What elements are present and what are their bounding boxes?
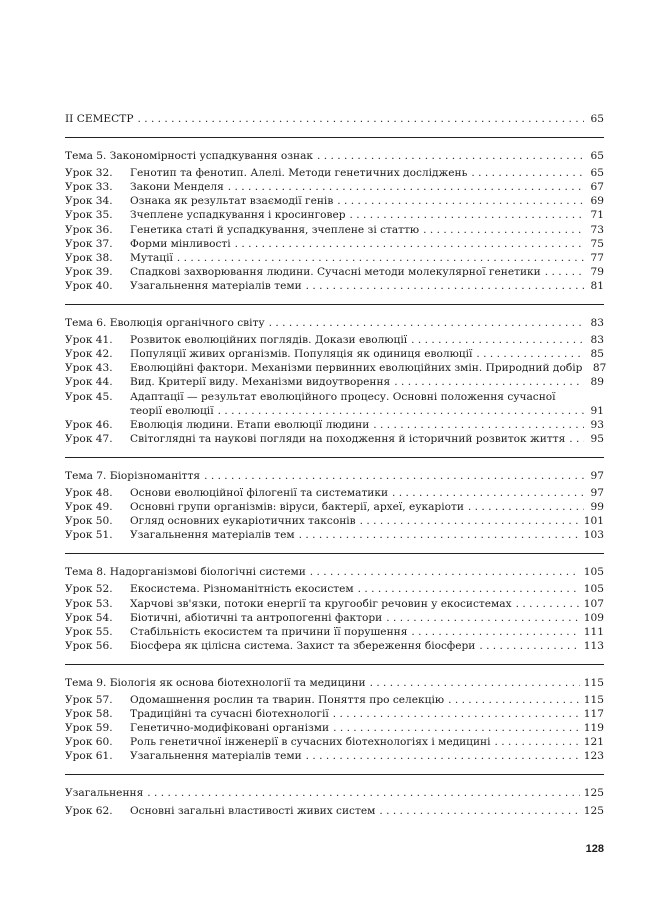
list-item: Урок 47. Світоглядні та наукові погляди на походження й історичний розвиток життя . . . 95 [65,432,604,446]
dot-leader [269,316,584,330]
dot-leader [204,469,584,483]
list-item: Урок 45. Адаптації — результат еволюційного процесу. Основні положення сучасної [65,390,556,403]
semester-label: ІІ СЕМЕСТР [65,113,134,125]
list-item: Урок 55. Стабільність екосистем та причини її порушення . . . 111 [65,625,604,639]
section-heading: Тема 6. Еволюція органічного світу . . . 83 [65,316,604,330]
list-item: Урок 39. Спадкові захворювання людини. Сучасні методи молекулярної генетики . . . 79 [65,265,604,279]
section-heading: Тема 5. Закономірності успадкування ознак . . . 65 [65,149,604,163]
list-item: Урок 52. Екосистема. Різноманітність екосистем . . . 105 [65,582,604,596]
list-item: Урок 40. Узагальнення матеріалів теми . . . 81 [65,279,604,293]
list-item-continuation: теорії еволюції . . . 91 [65,404,604,418]
list-item: Урок 49. Основні групи організмів: віруси, бактерії, археї, еукаріоти . . . 99 [65,500,604,514]
list-item: Урок 37. Форми мінливості . . . 75 [65,237,604,251]
list-item: Урок 34. Ознака як результат взаємодії генів . . . 69 [65,194,604,208]
list-item: Урок 36. Генетика статі й успадкування, зчеплене зі статтю . . . 73 [65,223,604,237]
list-item: Урок 53. Харчові зв'язки, потоки енергії та кругообіг речовин у екосистемах . . . 107 [65,597,604,611]
section-heading: Узагальнення . . . 125 [65,786,604,800]
section-heading: Тема 9. Біологія як основа біотехнології та медицини . . . 115 [65,676,604,690]
list-item: Урок 62. Основні загальні властивості живих систем . . . 125 [65,804,604,818]
list-item: Урок 50. Огляд основних еукаріотичних таксонів . . . 101 [65,514,604,528]
list-item: Урок 56. Біосфера як цілісна система. Захист та збереження біосфери . . . 113 [65,639,604,653]
dot-leader [370,676,580,690]
list-item: Урок 58. Традиційні та сучасні біотехнології . . . 117 [65,707,604,721]
section-heading: Тема 7. Біорізноманіття . . . 97 [65,469,604,483]
list-item: Урок 44. Вид. Критерії виду. Механізми видоутворення . . . 89 [65,375,604,389]
list-item: Урок 51. Узагальнення матеріалів тем . . . 103 [65,528,604,542]
list-item: Урок 48. Основи еволюційної філогенії та систематики . . . 97 [65,486,604,500]
list-item: Урок 54. Біотичні, абіотичні та антропогенні фактори . . . 109 [65,611,604,625]
list-item: Урок 57. Одомашнення рослин та тварин. Поняття про селекцію . . . 115 [65,693,604,707]
dot-leader [317,149,584,163]
list-item: Урок 61. Узагальнення матеріалів теми . . . 123 [65,749,604,763]
table-of-contents [65,112,607,818]
semester-heading [65,112,604,126]
list-item: Урок 33. Закони Менделя . . . 67 [65,180,604,194]
page-number: 128 [585,843,604,855]
list-item: Урок 60. Роль генетичної інженерії в сучасних біотехнологіях і медицині . . . 121 [65,735,604,749]
list-item: Урок 42. Популяції живих організмів. Популяція як одиниця еволюції . . . 85 [65,347,604,361]
list-item: Урок 32. Генотип та фенотип. Алелі. Методи генетичних досліджень . . . 65 [65,166,604,180]
list-item: Урок 59. Генетично-модифіковані організми . . . 119 [65,721,604,735]
list-item: Урок 35. Зчеплене успадкування і кросинговер . . . 71 [65,208,604,222]
dot-leader [147,786,580,800]
section-heading: Тема 8. Надорганізмові біологічні системи . . . 105 [65,565,604,579]
list-item: Урок 41. Розвиток еволюційних поглядів. Докази еволюції . . . 83 [65,333,604,347]
list-item: Урок 43. Еволюційні фактори. Механізми первинних еволюційних змін. Природний добір 87 [65,362,607,375]
list-item: Урок 46. Еволюція людини. Етапи еволюції людини . . . 93 [65,418,604,432]
semester-page: 65 [590,113,604,125]
dot-leader [137,112,584,126]
dot-leader [310,565,580,579]
list-item: Урок 38. Мутації . . . 77 [65,251,604,265]
